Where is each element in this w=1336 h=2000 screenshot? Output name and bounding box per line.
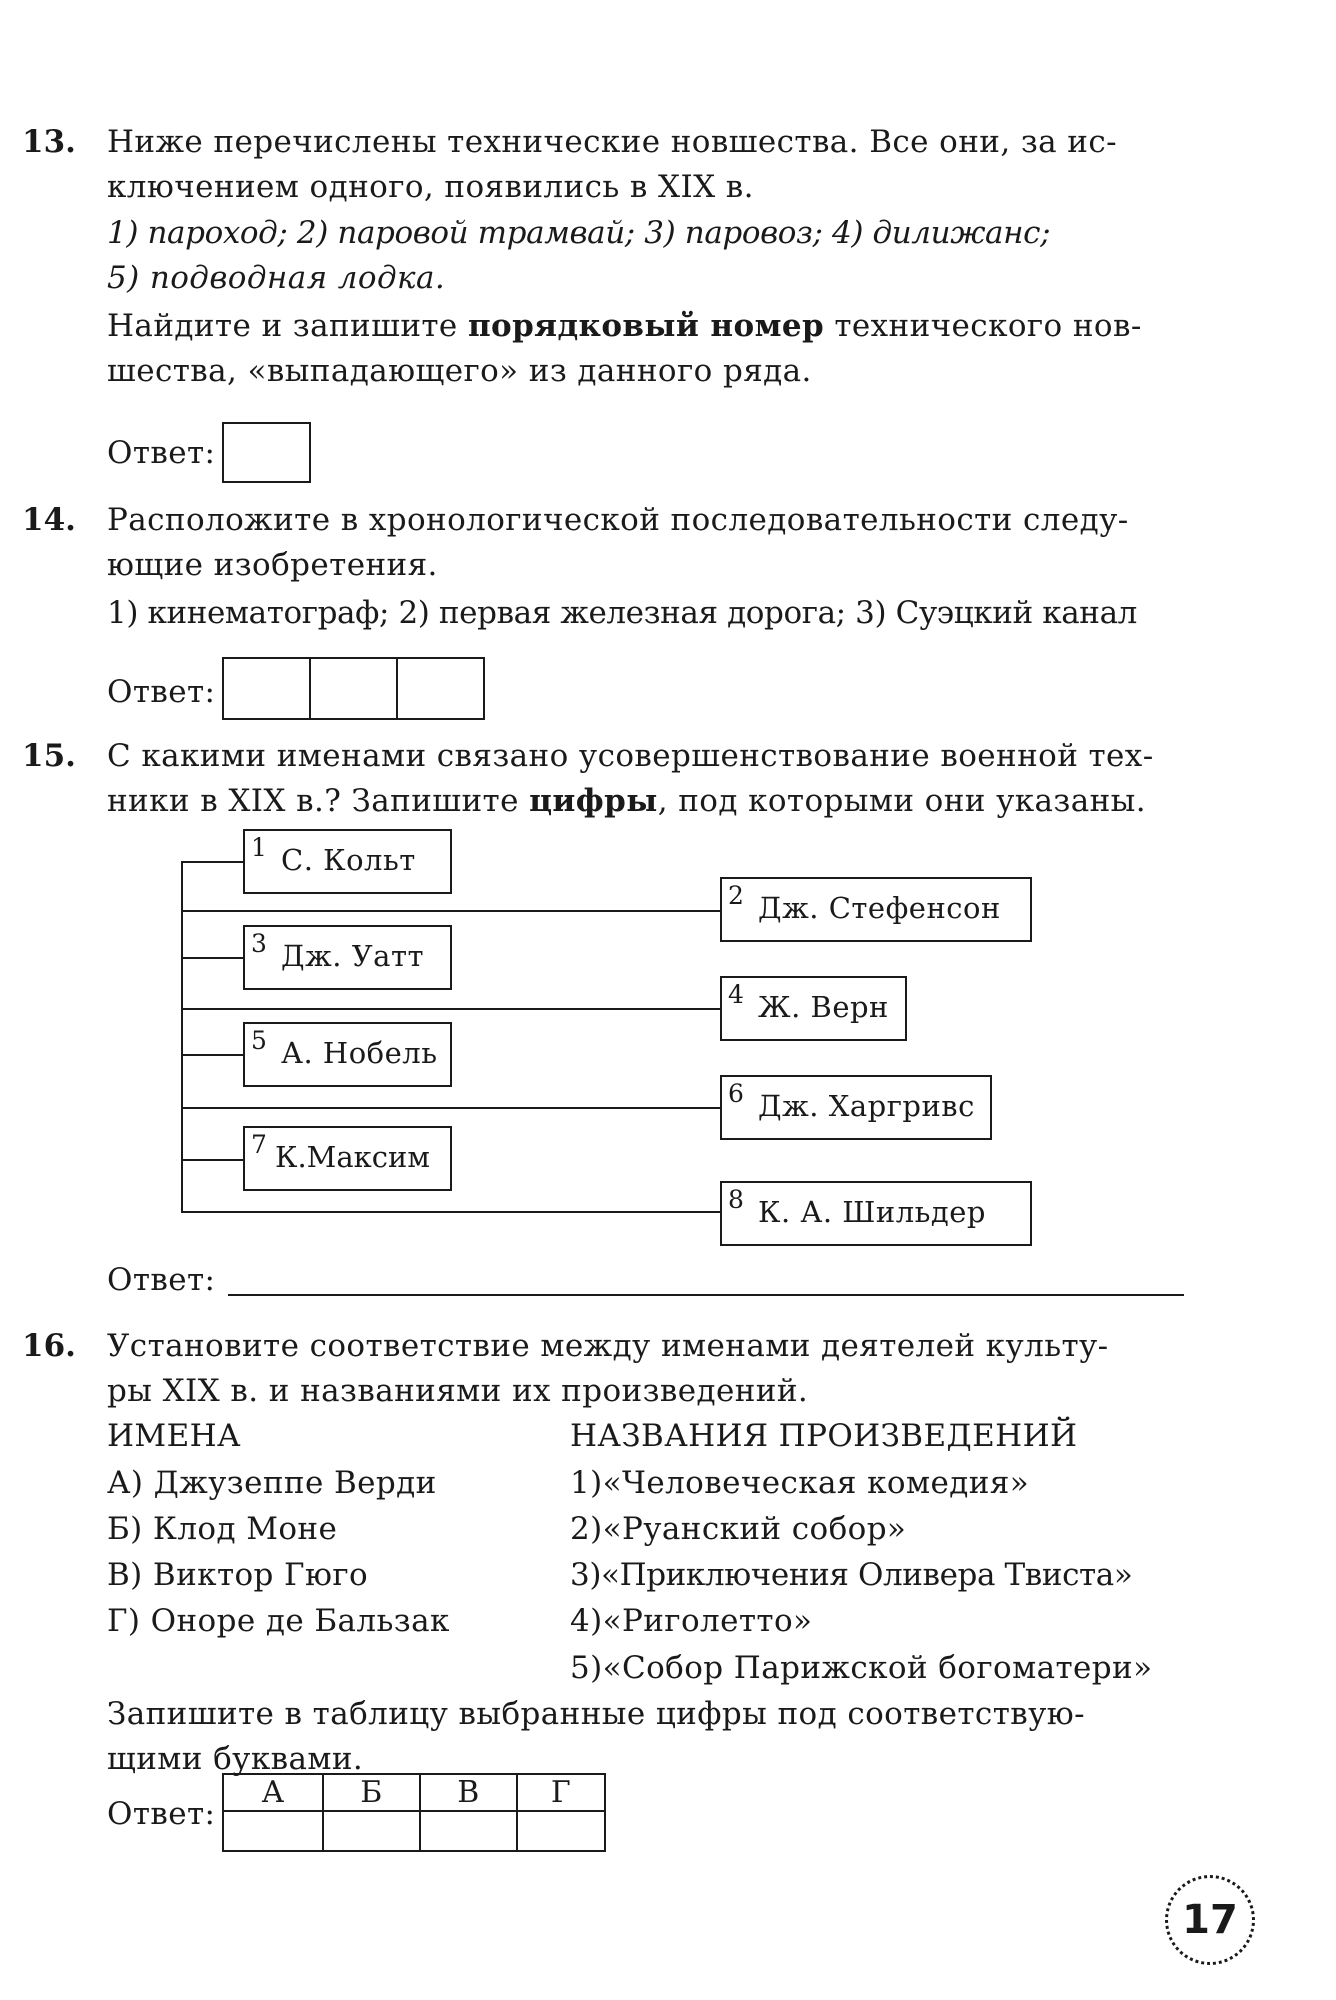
- name-box-8: [720, 1181, 1032, 1246]
- connector-line-6: [181, 1107, 721, 1109]
- name-box-2-label: Дж. Стефенсон: [758, 891, 1001, 925]
- q16-answer-cell-g[interactable]: [517, 1811, 605, 1851]
- name-box-4: [720, 976, 907, 1041]
- name-box-1-number: 1: [251, 833, 267, 862]
- q16-text-line-1: Установите соответствие между именами деятелей культу-: [107, 1328, 1109, 1364]
- q13-options-line-1: 1) пароход; 2) паровой трамвай; 3) паровоз; 4) дилижанс;: [107, 215, 1051, 251]
- q16-answer-cell-a[interactable]: [223, 1811, 323, 1851]
- q16-text-line-2: ры XIX в. и названиями их произведений.: [107, 1373, 809, 1409]
- q13-options-line-2: 5) подводная лодка.: [107, 260, 446, 296]
- q13-answer-label: Ответ:: [107, 435, 216, 471]
- q16-table-header-g: Г: [517, 1774, 605, 1811]
- name-box-7-label: К.Максим: [275, 1140, 430, 1174]
- q15-answer-label: Ответ:: [107, 1262, 216, 1298]
- q15-text-line-1: С какими именами связано усовершенствование военной тех-: [107, 738, 1154, 774]
- q14-answer-cell-2[interactable]: [309, 657, 398, 720]
- connector-line-4: [181, 1008, 721, 1010]
- q16-table-header-b: Б: [323, 1774, 420, 1811]
- q14-answer-cell-3[interactable]: [396, 657, 485, 720]
- connector-line-2: [181, 910, 721, 912]
- q16-works-header: НАЗВАНИЯ ПРОИЗВЕДЕНИЙ: [570, 1418, 1078, 1454]
- q13-instruction-line-2: шества, «выпадающего» из данного ряда.: [107, 353, 812, 389]
- q15-text-line-2: ники в XIX в.? Запишите цифры, под которыми они указаны.: [107, 783, 1146, 819]
- q14-text-line-2: ющие изобретения.: [107, 547, 438, 583]
- name-box-5: [243, 1022, 452, 1087]
- name-box-1: [243, 829, 452, 894]
- q14-number: 14.: [22, 502, 76, 538]
- q15-answer-line[interactable]: [228, 1294, 1184, 1296]
- name-box-2: [720, 877, 1032, 942]
- page-number-badge: [1165, 1875, 1255, 1965]
- q16-number: 16.: [22, 1328, 76, 1364]
- q14-answer-cell-1[interactable]: [222, 657, 311, 720]
- name-box-6-number: 6: [728, 1079, 744, 1108]
- q13-instruction-line-1: Найдите и запишите порядковый номер технического нов-: [107, 308, 1142, 344]
- connector-line-1: [181, 861, 244, 863]
- q16-answer-cell-v[interactable]: [420, 1811, 517, 1851]
- name-box-7-number: 7: [251, 1130, 267, 1159]
- page-number: 17: [1182, 1897, 1238, 1943]
- name-box-1-label: С. Кольт: [281, 843, 416, 877]
- q16-names-header: ИМЕНА: [107, 1418, 241, 1454]
- q16-table-header-v: В: [420, 1774, 517, 1811]
- connector-line-8: [181, 1211, 721, 1213]
- q16-table-header-a: А: [223, 1774, 323, 1811]
- q14-answer-label: Ответ:: [107, 674, 216, 710]
- connector-line-3: [181, 957, 244, 959]
- name-box-7: [243, 1126, 452, 1191]
- q16-work-1: 1)«Человеческая комедия»: [570, 1465, 1030, 1501]
- q13-answer-box[interactable]: [222, 422, 311, 483]
- connector-line-5: [181, 1054, 244, 1056]
- q16-work-3: 3)«Приключения Оливера Твиста»: [570, 1557, 1133, 1593]
- name-box-4-number: 4: [728, 980, 744, 1009]
- name-box-8-number: 8: [728, 1185, 744, 1214]
- name-box-3-number: 3: [251, 929, 267, 958]
- q16-name-b: Б) Клод Моне: [107, 1511, 338, 1547]
- q16-answer-table: [222, 1773, 606, 1852]
- q16-work-2: 2)«Руанский собор»: [570, 1511, 907, 1547]
- q15-number: 15.: [22, 738, 76, 774]
- connector-line-7: [181, 1159, 244, 1161]
- name-box-5-number: 5: [251, 1026, 267, 1055]
- name-box-8-label: К. А. Шильдер: [758, 1195, 986, 1229]
- q16-name-a: А) Джузеппе Верди: [107, 1465, 437, 1501]
- q14-text-line-1: Расположите в хронологической последовательности следу-: [107, 502, 1129, 538]
- name-box-4-label: Ж. Верн: [758, 990, 889, 1024]
- q13-number: 13.: [22, 124, 76, 160]
- q16-name-v: В) Виктор Гюго: [107, 1557, 369, 1593]
- q16-work-4: 4)«Риголетто»: [570, 1603, 813, 1639]
- q16-work-5: 5)«Собор Парижской богоматери»: [570, 1650, 1153, 1686]
- q13-text-line-1: Ниже перечислены технические новшества. Все они, за ис-: [107, 124, 1117, 160]
- q16-answer-cell-b[interactable]: [323, 1811, 420, 1851]
- q16-name-g: Г) Оноре де Бальзак: [107, 1603, 450, 1639]
- q13-text-line-2: ключением одного, появились в XIX в.: [107, 169, 754, 205]
- name-box-3: [243, 925, 452, 990]
- name-box-5-label: А. Нобель: [281, 1036, 438, 1070]
- name-box-6: [720, 1075, 992, 1140]
- name-box-3-label: Дж. Уатт: [281, 939, 425, 973]
- name-box-2-number: 2: [728, 881, 744, 910]
- q16-instruction-line-2: щими буквами.: [107, 1741, 364, 1777]
- name-box-6-label: Дж. Харгривс: [758, 1089, 975, 1123]
- q14-options: 1) кинематограф; 2) первая железная дорога; 3) Суэцкий канал: [107, 595, 1137, 631]
- q16-answer-label: Ответ:: [107, 1796, 216, 1832]
- q16-instruction-line-1: Запишите в таблицу выбранные цифры под соответствую-: [107, 1696, 1086, 1732]
